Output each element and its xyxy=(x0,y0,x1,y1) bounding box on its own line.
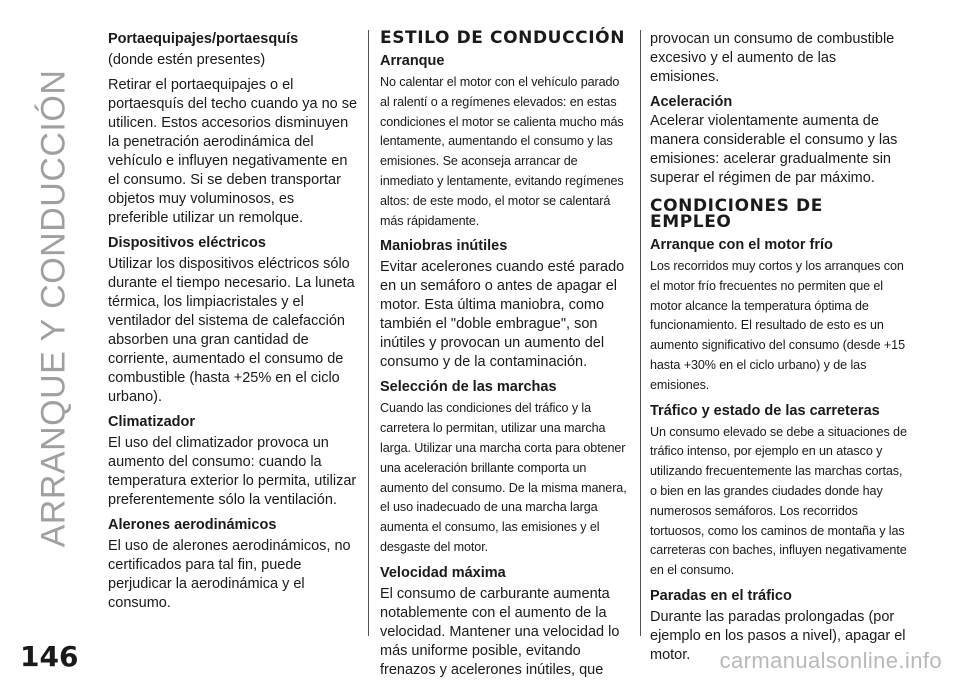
section-aceleracion xyxy=(650,93,908,188)
text-aceleracion: Acelerar violentamente aumenta de manera considerable el consumo y las emisiones: acelerar gradualmente sin superar el régimen de par máximo. xyxy=(650,113,898,186)
column-divider xyxy=(368,30,369,636)
text-velocidad: El consumo de carburante aumenta notablemente con el aumento de la velocidad. Mantener una velocidad lo más uniforme posible, evitando frenazos y acelerones inútiles, que xyxy=(380,585,620,678)
subheading-portaequipajes: (donde estén presentes) xyxy=(108,52,266,68)
column-1 xyxy=(108,30,358,619)
heading-velocidad: Velocidad máxima xyxy=(380,564,506,581)
heading-arranque: Arranque xyxy=(380,53,445,69)
text-dispositivos-electricos: Utilizar los dispositivos eléctricos sólo durante el tiempo necesario. La luneta térmica, los limpiacristales y el ventilador del sistema de calefacción absorben una gran cantidad de corriente, aumentado el consumo de combustible (hasta +25% en el ciclo urbano). xyxy=(108,256,355,405)
section-dispositivos-electricos xyxy=(108,234,358,407)
section-climatizador xyxy=(108,413,358,510)
heading-marchas: Selección de las marchas xyxy=(380,379,557,396)
column-3 xyxy=(650,30,908,671)
section-velocidad xyxy=(380,564,632,680)
section-marchas xyxy=(380,378,632,557)
text-marchas: Cuando las condiciones del tráfico y la carretera lo permitan, utilizar una marcha larga. Utilizar una marcha corta para obtener una aceleración brillante comporta un aumento del consumo. De la misma manera, el uso inadecuado de una marcha larga aumenta el consumo, las emisiones y el desgaste del motor. xyxy=(380,401,627,554)
heading-trafico: Tráfico y estado de las carreteras xyxy=(650,402,880,419)
text-alerones: El uso de alerones aerodinámicos, no certificados para tal fin, puede perjudicar la aerodinámica y el consumo. xyxy=(108,538,351,611)
heading-dispositivos-electricos: Dispositivos eléctricos xyxy=(108,235,266,251)
heading-motor-frio: Arranque con el motor frío xyxy=(650,237,833,253)
text-velocidad-continued: provocan un consumo de combustible excesivo y el aumento de las emisiones. xyxy=(650,31,895,85)
section-portaequipajes xyxy=(108,30,358,228)
heading-alerones: Alerones aerodinámicos xyxy=(108,517,277,533)
text-climatizador: El uso del climatizador provoca un aumento del consumo: cuando la temperatura exterior lo permita, utilizar preferentemente sólo la ventilación. xyxy=(108,435,357,508)
chapter-side-title xyxy=(24,28,84,588)
heading-paradas: Paradas en el tráfico xyxy=(650,587,792,604)
column-2 xyxy=(380,30,632,686)
column-divider xyxy=(640,30,641,636)
section-maniobras xyxy=(380,237,632,372)
text-trafico: Un consumo elevado se debe a situaciones de tráfico intenso, por ejemplo en un atasco y utilizando frecuentemente las marchas cortas, o bien en las grandes ciudades donde hay numerosos semáforos. Los recorridos tortuosos, como los caminos de montaña y las carreteras con baches, influyen negativamente en el consumo. xyxy=(650,424,907,578)
text-arranque: No calentar el motor con el vehículo parado al ralentí o a regímenes elevados: en estas condiciones el motor se calienta mucho más lentamente, aumentando el consumo y las emisiones. Se aconseja arrancar de inmediato y lentamente, evitando regímenes altos: de este modo, el motor se calentará más rápidamente. xyxy=(380,75,624,228)
text-maniobras: Evitar acelerones cuando esté parado en un semáforo o antes de apagar el motor. Esta última maniobra, como también el "doble embrague", son inútiles y provocan un aumento del consumo y de la contaminación. xyxy=(380,259,625,371)
watermark: carmanualsonline.info xyxy=(719,648,942,673)
section-trafico xyxy=(650,402,908,581)
section-arranque xyxy=(380,52,632,231)
section-alerones xyxy=(108,516,358,613)
heading-portaequipajes: Portaequipajes/portaesquís xyxy=(108,31,299,47)
text-portaequipajes: Retirar el portaequipajes o el portaesquís del techo cuando ya no se utilicen. Estos accesorios disminuyen la penetración aerodinámica del vehículo e influyen negativamente en el consumo. Si se deben transportar objetos muy voluminosos, es preferible utilizar un remolque. xyxy=(108,77,358,226)
section-title-estilo: ESTILO DE CONDUCCIÓN xyxy=(380,28,626,48)
heading-aceleracion: Aceleración xyxy=(650,94,733,110)
page-number: 146 xyxy=(20,640,79,673)
section-motor-frio xyxy=(650,236,908,396)
text-paradas: Durante las paradas prolongadas (por ejemplo en los pasos a nivel), apagar el motor. xyxy=(650,608,906,663)
heading-climatizador: Climatizador xyxy=(108,414,196,430)
heading-maniobras: Maniobras inútiles xyxy=(380,238,508,255)
text-motor-frio: Los recorridos muy cortos y los arranques con el motor frío frecuentes no permiten que el motor alcance la temperatura óptima de funcionamiento. El resultado de esto es un aumento significativo del consumo (desde +15 hasta +30% en el ciclo urbano) y de las emisiones. xyxy=(650,259,905,392)
chapter-side-title-text: ARRANQUE Y CONDUCCIÓN xyxy=(34,69,73,547)
section-title-condiciones: CONDICIONES DE EMPLEO xyxy=(650,196,823,232)
